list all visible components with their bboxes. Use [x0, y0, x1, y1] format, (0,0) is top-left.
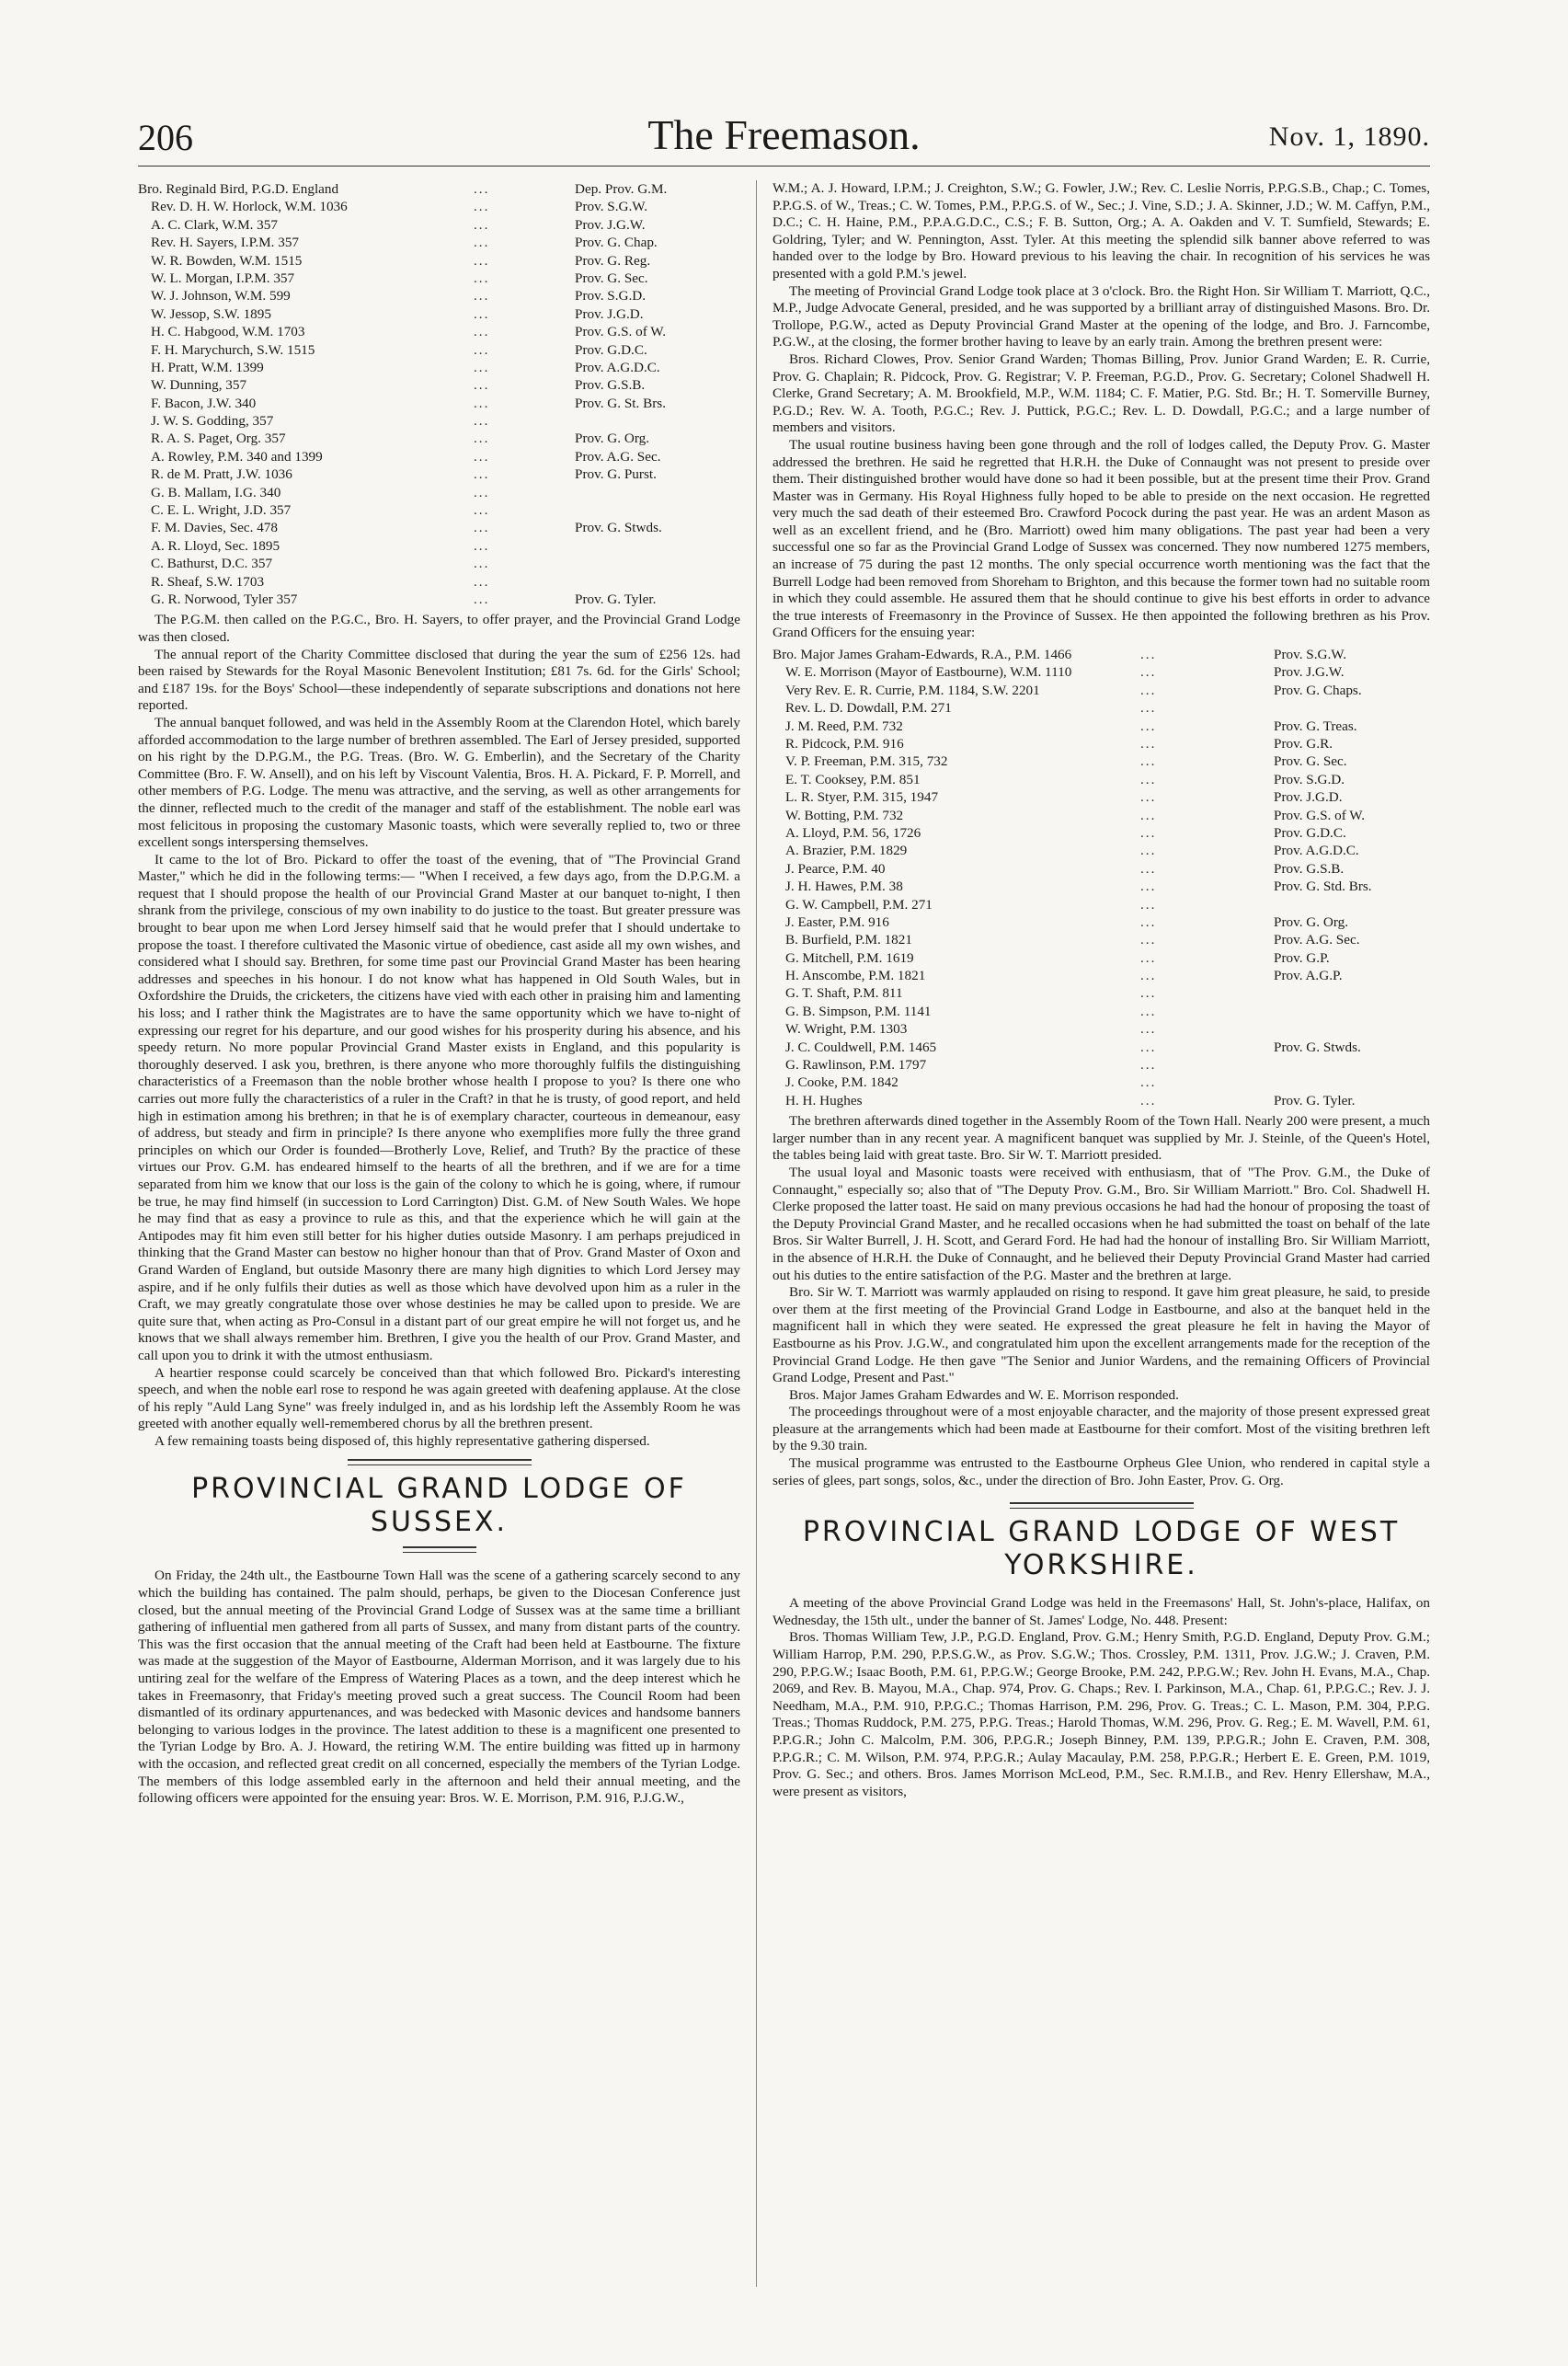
office-title: Prov. G.S. of W.: [1274, 807, 1366, 823]
leader-dots: ...: [1140, 985, 1157, 1002]
member-name: E. T. Cooksey, P.M. 851: [785, 771, 921, 787]
list-item: [138, 465, 740, 483]
leader-dots: ...: [1140, 879, 1157, 895]
list-item: [773, 682, 1430, 699]
member-name: Rev. L. D. Dowdall, P.M. 271: [785, 700, 952, 717]
member-name: F. H. Marychurch, S.W. 1515: [151, 341, 315, 358]
leader-dots: ...: [474, 484, 490, 500]
paragraph: The proceedings throughout were of a most enjoyable character, and the majority of those present expressed great pleasure at the arrangements which had been made at Eastbourne for their comfort. Most of the visiting brethren left by the 9.30 train.: [773, 1404, 1430, 1454]
office-title: Prov. A.G. Sec.: [575, 448, 661, 465]
leader-dots: ...: [1140, 932, 1157, 948]
paragraph: A meeting of the above Provincial Grand Lodge was held in the Freemasons' Hall, St. John's-place, Halifax, on Wednesday, the 15th ult., under the banner of St. James' Lodge, No. 448. Present:: [773, 1595, 1430, 1628]
office-title: Prov. G.D.C.: [575, 341, 647, 358]
office-title: Prov. G. Chap.: [575, 235, 658, 251]
list-item: [138, 252, 740, 270]
member-name: L. R. Styer, P.M. 315, 1947: [785, 789, 939, 806]
leader-dots: ...: [1140, 968, 1157, 984]
leader-dots: ...: [474, 270, 490, 286]
yorkshire-heading: PROVINCIAL GRAND LODGE OF WEST YORKSHIRE.: [802, 1516, 1401, 1582]
member-name: A. Rowley, P.M. 340 and 1399: [151, 448, 323, 465]
office-title: Prov. S.G.D.: [1274, 771, 1345, 787]
leader-dots: ...: [1140, 807, 1157, 823]
sussex-appointed-officer-list: [773, 646, 1430, 1109]
office-title: Prov. G. Sec.: [575, 270, 648, 286]
office-title: Prov. A.G.P.: [1274, 968, 1343, 984]
office-title: Prov. G. Chaps.: [1274, 682, 1362, 698]
list-item: [773, 824, 1430, 842]
office-title: Prov. J.G.W.: [1274, 664, 1345, 681]
office-title: Prov. G.S.B.: [1274, 860, 1345, 877]
leader-dots: ...: [474, 591, 490, 607]
list-item: [138, 180, 740, 198]
leader-dots: ...: [1140, 1039, 1157, 1055]
leader-dots: ...: [1140, 1092, 1157, 1108]
list-item: [138, 359, 740, 376]
right-column: [773, 180, 1430, 1800]
leader-dots: ...: [474, 216, 490, 233]
list-item: [773, 878, 1430, 895]
paragraph: The annual report of the Charity Committee disclosed that during the year the sum of £256 12s. had been raised by Stewards for the Royal Masonic Benevolent Institution; £81 7s. 6d. for the Girls' School; and £187 19s. for the Boys' School—these independently of separate subscriptions and donations not here reported.: [138, 646, 740, 714]
leader-dots: ...: [474, 288, 490, 304]
member-name: G. Mitchell, P.M. 1619: [785, 949, 914, 966]
paragraph: The usual loyal and Masonic toasts were received with enthusiasm, that of "The Prov. G.M., the Duke of Connaught," especially so; also that of "The Deputy Prov. G.M., Bro. Sir William Marriott." Bro. Col. Shadwell H. Clerke proposed the latter toast. He said on many previous occasions he had had the honour of proposing the toast of the Deputy Provincial Grand Master, and he recalled occasions when he had submitted the toast on behalf of the late Bros. Sir Walter Burrell, J. H. Scott, and Gerard Ford. He had had the honour of installing Bro. Sir William Marriott, in the absence of H.R.H. the Duke of Connaught, and he believed their Deputy Provincial Grand Master had carried out his duties to the entire satisfaction of the P.G. Master and the brethren at large.: [773, 1164, 1430, 1283]
office-title: Dep. Prov. G.M.: [575, 181, 668, 197]
section-rule: [1010, 1502, 1194, 1509]
page-header: [138, 110, 1430, 167]
leader-dots: ...: [1140, 700, 1157, 717]
paragraph: The P.G.M. then called on the P.G.C., Bro. H. Sayers, to offer prayer, and the Provincial Grand Lodge was then closed.: [138, 612, 740, 645]
yorkshire-paragraphs: [773, 1595, 1430, 1800]
member-name: Rev. D. H. W. Horlock, W.M. 1036: [151, 199, 348, 215]
leader-dots: ...: [1140, 913, 1157, 930]
office-title: Prov. G. Sec.: [1274, 753, 1347, 770]
report-paragraphs: [138, 612, 740, 1450]
list-item: [138, 234, 740, 251]
list-item: [138, 395, 740, 412]
paragraph: The musical programme was entrusted to the Eastbourne Orpheus Glee Union, who rendered in capital style a series of glees, part songs, solos, &c., under the direction of Bro. John Easter, Prov. G. Org.: [773, 1455, 1430, 1488]
member-name: J. Easter, P.M. 916: [785, 913, 889, 930]
member-name: W. J. Johnson, W.M. 599: [151, 288, 291, 304]
list-item: [138, 376, 740, 394]
member-name: H. C. Habgood, W.M. 1703: [151, 324, 305, 340]
member-name: R. A. S. Paget, Org. 357: [151, 431, 286, 447]
member-name: W. Wright, P.M. 1303: [785, 1021, 908, 1038]
leader-dots: ...: [474, 448, 490, 465]
leader-dots: ...: [1140, 753, 1157, 770]
issue-date: Nov. 1, 1890.: [1268, 121, 1430, 152]
list-item: [773, 984, 1430, 1002]
member-name: R. Pidcock, P.M. 916: [785, 735, 904, 752]
leader-dots: ...: [1140, 1021, 1157, 1038]
member-name: G. B. Simpson, P.M. 1141: [785, 1003, 932, 1019]
member-name: A. Brazier, P.M. 1829: [785, 843, 908, 859]
office-title: Prov. G. Org.: [575, 431, 650, 447]
paragraph: The brethren afterwards dined together in the Assembly Room of the Town Hall. Nearly 200 were present, a much larger number than in any recent year. A magnificent banquet was supplied by Mr. J. Steinle, of the Queen's Hotel, the tables being laid with great taste. Bro. Sir W. T. Marriott presided.: [773, 1113, 1430, 1164]
masthead: The Freemason.: [647, 111, 921, 158]
list-item: [773, 735, 1430, 752]
office-title: Prov. G.S. of W.: [575, 324, 667, 340]
office-title: Prov. G.S.B.: [575, 377, 646, 394]
office-title: Prov. G.R.: [1274, 735, 1333, 752]
member-name: H. Pratt, W.M. 1399: [151, 359, 264, 375]
office-title: Prov. G. St. Brs.: [575, 395, 667, 411]
paragraph: A heartier response could scarcely be conceived than that which followed Bro. Pickard's interesting speech, and when the noble earl rose to respond he was again greeted with deafening applause. At the close of his reply "Auld Lang Syne" was freely indulged in, and as his lordship left the Assembly Room he was greeted with another equally well-remembered chorus by all the brethren present.: [138, 1364, 740, 1432]
paragraph: A few remaining toasts being disposed of, this highly representative gathering dispersed.: [155, 1432, 650, 1449]
member-name: G. T. Shaft, P.M. 811: [785, 985, 903, 1002]
section-rule: [348, 1459, 532, 1465]
leader-dots: ...: [1140, 718, 1157, 734]
list-item: [138, 198, 740, 215]
list-item: [138, 573, 740, 591]
member-name: J. W. S. Godding, 357: [151, 413, 274, 430]
leader-dots: ...: [474, 377, 490, 394]
leader-dots: ...: [474, 556, 490, 572]
member-name: V. P. Freeman, P.M. 315, 732: [785, 753, 948, 770]
office-title: Prov. G. Std. Brs.: [1274, 879, 1372, 895]
paragraph: The meeting of Provincial Grand Lodge took place at 3 o'clock. Bro. the Right Hon. Sir William T. Marriott, Q.C., M.P., Judge Advocate General, presided, and he was supported by a brilliant array of distinguished Masons. Bro. Dr. Trollope, P.G.W., acted as Deputy Provincial Grand Master at the opening of the lodge, and Bro. J. Farncombe, P.G.W., at the closing, the former brother having to leave by an early train. Among the brethren present were:: [773, 282, 1430, 350]
member-name: W. L. Morgan, I.P.M. 357: [151, 270, 295, 286]
leader-dots: ...: [474, 466, 490, 483]
list-item: [138, 519, 740, 536]
list-item: [773, 752, 1430, 770]
list-item: [773, 1039, 1430, 1056]
paragraph: The usual routine business having been gone through and the roll of lodges called, the Deputy Prov. G. Master addressed the brethren. He said he regretted that H.R.H. the Duke of Connaught was not present to preside over them. Their distinguished brother would have done so had it been possible, but at the present time their Prov. Grand Master was in Germany. His Royal Highness fully hoped to be able to preside on the next occasion. He regretted very much the sad death of their esteemed Bro. Crawford Pocock during the past year. He was an ardent Mason as well as an excellent friend, and he (Bro. Marriott) owed him many obligations. The past year had been a very successful one so far as the Provincial Grand Lodge of Sussex was concerned. They now numbered 1275 members, an increase of 75 during the past 12 months. The only special occurrence worth mentioning was the fact that the Burrell Lodge had been removed from Shoreham to Brighton, and this because the former town had no suitable room in which they could assemble. He assured them that he should continue to give his best efforts in order to advance the true interests of Freemasonry in the Province of Sussex. He then appointed the following brethren as his Prov. Grand Officers for the ensuing year:: [773, 436, 1430, 641]
office-title: Prov. G. Tyler.: [575, 591, 657, 607]
leader-dots: ...: [1140, 860, 1157, 877]
leader-dots: ...: [1140, 1074, 1157, 1091]
leader-dots: ...: [1140, 771, 1157, 787]
list-item: [773, 1092, 1430, 1109]
member-name: C. E. L. Wright, J.D. 357: [151, 502, 292, 519]
office-title: Prov. G.D.C.: [1274, 824, 1346, 841]
office-title: Prov. G. Purst.: [575, 466, 657, 483]
member-name: J. C. Couldwell, P.M. 1465: [785, 1039, 937, 1055]
office-title: Prov. G. Stwds.: [575, 520, 662, 536]
list-item: [138, 555, 740, 572]
paragraph: Bros. Richard Clowes, Prov. Senior Grand Warden; Thomas Billing, Prov. Junior Grand Warden; E. R. Currie, Prov. G. Chaplain; R. Pidcock, Prov. G. Registrar; V. P. Freeman, P.G.D., Prov. G. Secretary; Colonel Shadwell H. Clerke, Grand Secretary; A. M. Brookfield, M.P., W.M. 1184; C. F. Matier, P.G. Std. Br.; H. T. Somerville Burney, P.G.D.; Rev. W. A. Tooth, P.G.C.; Rev. J. Puttick, P.G.C.; Rev. L. D. Dowdall, P.G.C.; and a large number of members and visitors.: [773, 350, 1430, 436]
member-name: W. Jessop, S.W. 1895: [151, 305, 271, 322]
member-name: G. Rawlinson, P.M. 1797: [785, 1057, 927, 1074]
list-item: [773, 1056, 1430, 1074]
list-item: [773, 931, 1430, 948]
leader-dots: ...: [1140, 664, 1157, 681]
leader-dots: ...: [474, 359, 490, 375]
sussex-intro-paragraph: On Friday, the 24th ult., the Eastbourne Town Hall was the scene of a gathering scarcely second to any which the building has contained. The palm should, perhaps, be given to the Diocesan Conference just closed, but the annual meeting of the Provincial Grand Lodge of Sussex was at the same time a brilliant gathering of influential men gathered from all parts of Sussex, and many from distant parts of the country. This was the first occasion that the annual meeting of the Craft had been held at Eastbourne. The fixture was made at the suggestion of the Mayor of Eastbourne, Alderman Morrison, and it was largely due to his untiring zeal for the welfare of the Empress of Watering Places as a town, and the deep interest which he takes in Freemasonry, that Friday's meeting proved such a great success. The Council Room had been dismantled of its ordinary appurtenances, and was bedecked with Masonic devices and handsome banners belonging to various lodges in the province. The latest addition to these is a magnificent one presented to the Tyrian Lodge by Bro. A. J. Howard, the retiring W.M. The entire building was fitted up in harmony with the occasion, and reflected great credit on all concerned, especially the members of the Tyrian Lodge. The members of this lodge assembled early in the afternoon and held their annual meeting, and the following officers were appointed for the ensuing year: Bros. W. E. Morrison, P.M. 916, P.J.G.W.,: [138, 1568, 740, 1807]
member-name: F. M. Davies, Sec. 478: [151, 520, 278, 536]
leader-dots: ...: [474, 252, 490, 269]
paragraph: Bro. Sir W. T. Marriott was warmly applauded on rising to respond. It gave him great pleasure, he said, to preside over them at the first meeting of the Provincial Grand Lodge in Eastbourne, and also at the banquet held in the magnificent hall in which they were seated. He expressed the great pleasure he felt in having the Mayor of Eastbourne as his Prov. J.G.W., and congratulated him upon the excellent arrangements made for the reception of the Provincial Grand Lodge. He then gave "The Senior and Junior Wardens, and the remaining Officers of Provincial Grand Lodge, Present and Past.": [773, 1284, 1430, 1386]
leader-dots: ...: [1140, 896, 1157, 913]
section-rule: [403, 1546, 476, 1553]
list-item: [773, 896, 1430, 913]
leader-dots: ...: [1140, 682, 1157, 698]
list-item: [138, 216, 740, 234]
member-name: G. R. Norwood, Tyler 357: [151, 591, 298, 607]
office-title: Prov. G. Treas.: [1274, 718, 1357, 734]
leader-dots: ...: [474, 502, 490, 519]
list-item: [138, 270, 740, 287]
leader-dots: ...: [1140, 789, 1157, 806]
list-item: [773, 949, 1430, 967]
list-item: [773, 860, 1430, 878]
member-name: Rev. H. Sayers, I.P.M. 357: [151, 235, 300, 251]
member-name: R. Sheaf, S.W. 1703: [151, 573, 265, 590]
list-item: [138, 430, 740, 447]
leader-dots: ...: [474, 573, 490, 590]
office-title: Prov. G. Tyler.: [1274, 1092, 1356, 1108]
office-title: Prov. A.G.D.C.: [575, 359, 660, 375]
member-name: G. W. Campbell, P.M. 271: [785, 896, 933, 913]
member-name: F. Bacon, J.W. 340: [151, 395, 257, 411]
leader-dots: ...: [1140, 735, 1157, 752]
list-item: [138, 341, 740, 359]
member-name: A. Lloyd, P.M. 56, 1726: [785, 824, 921, 841]
list-item: [773, 646, 1430, 663]
list-item: [773, 1020, 1430, 1038]
leader-dots: ...: [1140, 1003, 1157, 1019]
column-rule: [756, 180, 757, 2287]
leader-dots: ...: [1140, 1057, 1157, 1074]
leader-dots: ...: [474, 305, 490, 322]
office-title: Prov. G.P.: [1274, 949, 1330, 966]
list-item: [773, 771, 1430, 788]
list-item: [773, 699, 1430, 717]
office-title: Prov. S.G.W.: [575, 199, 648, 215]
member-name: B. Burfield, P.M. 1821: [785, 932, 912, 948]
leader-dots: ...: [474, 431, 490, 447]
leader-dots: ...: [1140, 843, 1157, 859]
leader-dots: ...: [474, 341, 490, 358]
leader-dots: ...: [1140, 824, 1157, 841]
sussex-banquet-paragraphs: [773, 1113, 1430, 1489]
list-item: [773, 663, 1430, 681]
member-name: W. R. Bowden, W.M. 1515: [151, 252, 303, 269]
list-item: [138, 501, 740, 519]
member-name: J. Cooke, P.M. 1842: [785, 1074, 898, 1091]
office-title: Prov. A.G. Sec.: [1274, 932, 1360, 948]
member-name: A. C. Clark, W.M. 357: [151, 216, 278, 233]
member-name: J. M. Reed, P.M. 732: [785, 718, 903, 734]
list-item: [138, 287, 740, 304]
leader-dots: ...: [474, 235, 490, 251]
office-title: Prov. A.G.D.C.: [1274, 843, 1359, 859]
page-number: 206: [138, 117, 193, 158]
office-title: Prov. G. Org.: [1274, 913, 1349, 930]
leader-dots: ...: [474, 199, 490, 215]
paragraph: Bros. Major James Graham Edwardes and W. E. Morrison responded.: [789, 1386, 1179, 1403]
sussex-officer-list: [138, 180, 740, 608]
member-name: R. de M. Pratt, J.W. 1036: [151, 466, 292, 483]
office-title: Prov. S.G.D.: [575, 288, 647, 304]
list-item: [773, 807, 1430, 824]
left-column: [138, 180, 740, 1808]
member-name: H. H. Hughes: [785, 1092, 863, 1108]
office-title: Prov. J.G.D.: [1274, 789, 1343, 806]
list-item: [773, 1074, 1430, 1091]
list-item: [773, 967, 1430, 984]
leader-dots: ...: [474, 520, 490, 536]
sussex-meeting-paragraphs: [773, 180, 1430, 642]
list-item: [773, 788, 1430, 806]
leader-dots: ...: [474, 324, 490, 340]
list-item: [138, 412, 740, 430]
member-name: W. Dunning, 357: [151, 377, 247, 394]
list-item: [773, 1003, 1430, 1020]
list-item: [138, 484, 740, 501]
member-name: G. B. Mallam, I.G. 340: [151, 484, 281, 500]
office-title: Prov. G. Reg.: [575, 252, 651, 269]
member-name: A. R. Lloyd, Sec. 1895: [151, 537, 280, 554]
leader-dots: ...: [474, 181, 490, 197]
leader-dots: ...: [1140, 949, 1157, 966]
member-name: Very Rev. E. R. Currie, P.M. 1184, S.W. 2201: [785, 682, 1040, 698]
leader-dots: ...: [474, 395, 490, 411]
member-name: J. H. Hawes, P.M. 38: [785, 879, 903, 895]
leader-dots: ...: [1140, 647, 1157, 663]
member-name: J. Pearce, P.M. 40: [785, 860, 886, 877]
paragraph: Bros. Thomas William Tew, J.P., P.G.D. England, Prov. G.M.; Henry Smith, P.G.D. England, Deputy Prov. G.M.; William Harrop, P.M. 290, P.P.S.G.W., as Prov. S.G.W.; Thos. Crossley, P.M. 1311, Prov. J.G.W.; J. Craven, P.M. 290, P.P.G.W.; Isaac Booth, P.M. 61, P.P.G.W.; George Brooke, P.M. 242, P.P.G.W.; Rev. John H. Evans, M.A., Chap. 2069, and Rev. B. Mayou, M.A., Chap. 974, Prov. G. Chaps.; Rev. I. Parkinson, M.A., Chap. 61, P.P.G.C.; Rev. J. J. Needham, M.A., P.M. 910, P.P.G.C.; Thomas Harrison, P.M. 296, Prov. G. Treas.; C. L. Mason, P.M. 304, P.P.G. Treas.; Thomas Ruddock, P.M. 275, P.P.G. Treas.; Harold Thomas, W.M. 296, Prov. G. Reg.; E. M. Wavell, P.M. 61, P.P.G.R.; John C. Malcolm, P.M. 306, P.P.G.R.; Joseph Binney, P.M. 139, P.P.G.R.; John E. Craven, P.M. 308, P.P.G.R.; C. M. Wilson, P.M. 974, P.P.G.R.; Aulay Macaulay, P.M. 258, P.P.G.R.; Herbert E. E. Green, P.M. 1019, Prov. G. Sec.; and others. Bros. James Morrison McLeod, P.M., Sec. R.M.I.B., and Rev. Henry Ellershaw, M.A., were present as visitors,: [773, 1629, 1430, 1799]
sussex-heading: PROVINCIAL GRAND LODGE OF SUSSEX.: [191, 1473, 687, 1539]
office-title: Prov. G. Stwds.: [1274, 1039, 1361, 1055]
office-title: Prov. S.G.W.: [1274, 647, 1347, 663]
member-name: W. Botting, P.M. 732: [785, 807, 904, 823]
member-name: Bro. Major James Graham-Edwards, R.A., P.M. 1466: [773, 647, 1072, 663]
office-title: Prov. J.G.W.: [575, 216, 646, 233]
member-name: H. Anscombe, P.M. 1821: [785, 968, 926, 984]
paragraph: The annual banquet followed, and was held in the Assembly Room at the Clarendon Hotel, which barely afforded accommodation to the large number of brethren assembled. The Earl of Jersey presided, supported on his right by the D.P.G.M., the P.G. Treas. (Bro. W. G. Emberlin), and the Secretary of the Charity Committee (Bro. F. W. Ansell), and on his left by Viscount Valentia, Bros. H. A. Pickard, F. P. Morrell, and other members of P.G. Lodge. The menu was attractive, and the serving, as well as other arrangements for the dinner, reflected much to the credit of the manager and staff of the establishment. The noble earl was most felicitous in proposing the customary Masonic toasts, which were severally replied to, two or three excellent songs interspersing themselves.: [138, 714, 740, 851]
leader-dots: ...: [474, 413, 490, 430]
member-name: C. Bathurst, D.C. 357: [151, 556, 273, 572]
list-item: [138, 448, 740, 465]
list-item: [138, 537, 740, 555]
paragraph: It came to the lot of Bro. Pickard to offer the toast of the evening, that of "The Provincial Grand Master," which he did in the following terms:— "When I received, a few days ago, from the D.P.G.M. a request that I should propose the health of our Provincial Grand Master at our banquet to-night, I then shrank from the privilege, conscious of my own inability to do justice to the toast. But greater pressure was brought to bear upon me when Lord Jersey himself said that he would prefer that I should undertake to propose the toast. I therefore cultivated the Masonic virtue of obedience, cast aside all my own wishes, and considered what I should say. Brethren, for some time past our Provincial Grand Master has been hearing addresses and speeches in his honour. I do not know what has happened in Old South Wales, but in Oxfordshire the Druids, the cricketers, the citizens have vied with each other in praising him and lamenting his loss; and I rather think the Magistrates are to have the same opportunity which we have to-night of expressing our regret for his departure, and our good wishes for his prosperity during his absence, and his speedy return. No more popular Provincial Grand Master exists in England, and this popularity is thoroughly deserved. I ask you, brethren, is there anyone who more thoroughly fulfils the distinguishing characteristics of a Freemason than the noble brother whose health I propose to you? Is there one who carries out more fully the characteristics of a ruler in the Craft? in that he is trusty, of good report, and held high in estimation among his brethren; in that he is of exemplary character, courteous in demeanour, easy of address, but steady and firm in principle? Is there anyone who exemplifies more fully the three grand principles on which our Order is founded—Brotherly Love, Relief, and Truth? By the practice of these virtues our Prov. G.M. has endeared himself to the hearts of all the brethren, and if we are for a time separated from him we know that our loss is the gain of the colony to which he is going, where, if rumour be true, he may find himself (in succession to Lord Carrington) Dist. G.M. of New South Wales. We hope he may find that as easy a province to rule as this, and that the experience which he will gain at the Antipodes may fit him even still better for his higher duties outside Masonry. I am perhaps prejudiced in thinking that the Grand Master can bestow no higher honour than that of Prov. Grand Master of Oxon and Grand Warden of England, but outside Masonry there are many high dignities to which Lord Jersey may aspire, and if he only fulfils their duties as well as those which have devolved upon him as a ruler in the Craft, we may greatly congratulate those over whose destinies he may be called upon to preside. We are quite sure that, when acting as Pro-Consul in a distant part of our great empire he will not forget us, and he knows that we shall always remember him. Brethren, I give you the health of our Prov. Grand Master, and call upon you to drink it with the utmost enthusiasm.: [138, 851, 740, 1363]
list-item: [138, 323, 740, 340]
list-item: [138, 591, 740, 608]
list-item: [773, 842, 1430, 859]
leader-dots: ...: [474, 537, 490, 554]
list-item: [773, 718, 1430, 735]
paragraph: W.M.; A. J. Howard, I.P.M.; J. Creighton, S.W.; G. Fowler, J.W.; Rev. C. Leslie Norris, P.P.G.S.B., Chap.; C. Tomes, P.P.G.S. of W., Treas.; C. W. Tomes, P.M., P.P.G.S. of W., Sec.; J. Vine, S.D.; J. A. Skinner, J.D.; W. M. Caffyn, P.M., D.C.; C. H. Haine, P.M., P.P.A.G.D.C., C.S.; F. B. Sutton, Org.; A. A. Oakden and V. T. Sumfield, Stewards; E. Goldring, Tyler; and W. Pennington, Asst. Tyler. At this meeting the splendid silk banner above referred to was handed over to the lodge by Bro. Howard previous to his leaving the chair. In recognition of his services he was presented with a gold P.M.'s jewel.: [773, 180, 1430, 281]
member-name: Bro. Reginald Bird, P.G.D. England: [138, 181, 339, 197]
list-item: [138, 305, 740, 323]
office-title: Prov. J.G.D.: [575, 305, 644, 322]
member-name: W. E. Morrison (Mayor of Eastbourne), W.M. 1110: [785, 664, 1072, 681]
list-item: [773, 913, 1430, 931]
